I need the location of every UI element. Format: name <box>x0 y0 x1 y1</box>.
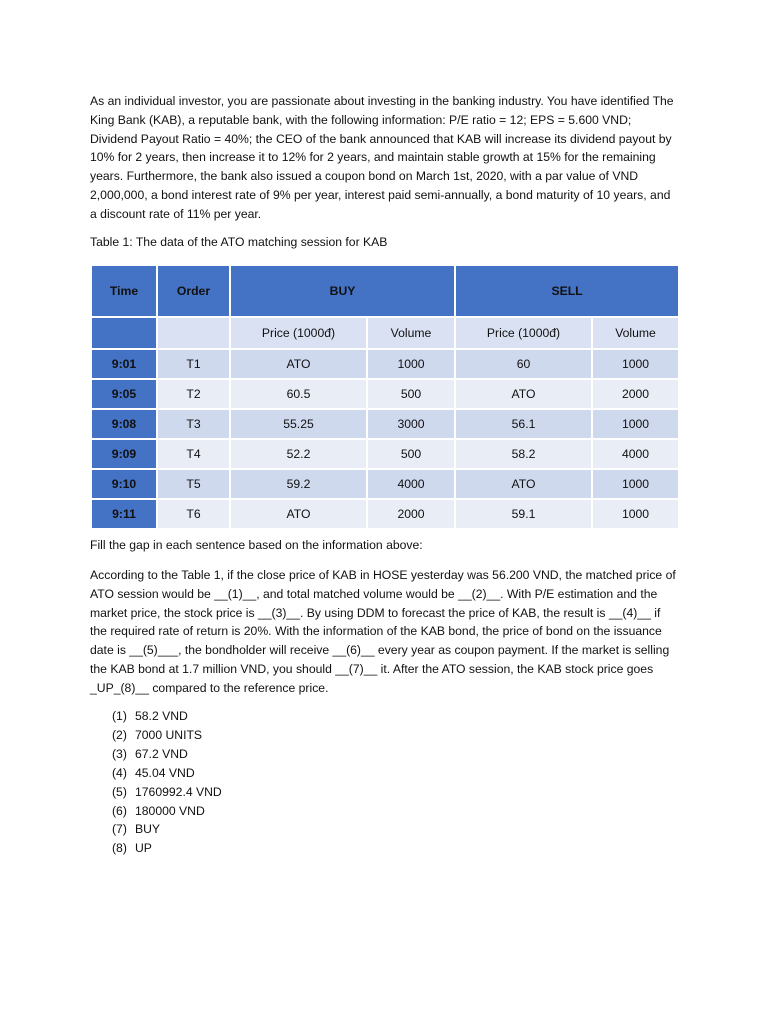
answer-number: (3) <box>112 746 127 761</box>
answer-text: 45.04 VND <box>135 765 195 780</box>
answer-text: 7000 UNITS <box>135 727 203 742</box>
cell-time: 9:01 <box>91 349 157 379</box>
cell-sell-volume: 1000 <box>592 409 679 439</box>
table-header-row <box>91 265 679 317</box>
answer-number: (5) <box>112 784 127 799</box>
cell-time: 9:05 <box>91 379 157 409</box>
cell-buy-price: 59.2 <box>230 469 367 499</box>
cell-sell-volume: 1000 <box>592 349 679 379</box>
answer-text: UP <box>135 841 152 856</box>
cell-buy-price: 55.25 <box>230 409 367 439</box>
list-item <box>112 726 222 745</box>
subheader-empty-time <box>91 317 157 349</box>
list-item <box>112 802 222 821</box>
table-row <box>91 349 679 379</box>
table-row <box>91 409 679 439</box>
subheader-sell-price: Price (1000đ) <box>455 317 592 349</box>
answer-text: 1760992.4 VND <box>135 784 222 799</box>
answer-list <box>112 707 222 858</box>
cell-order: T4 <box>157 439 230 469</box>
cell-sell-volume: 2000 <box>592 379 679 409</box>
cell-buy-price: ATO <box>230 499 367 529</box>
question-paragraph: According to the Table 1, if the close price of KAB in HOSE yesterday was 56.200 VND, the matched price of ATO session would be __(1)__, and total matched volume would be __(2)__. With P/E estimation and the market price, the stock price is __(3)__. By using DDM to forecast the price of KAB, the result is __(4)__ if the required rate of return is 20%. With the information of the KAB bond, the price of bond on the issuance date is __(5)___, the bondholder will receive __(6)__ every year as coupon payment. If the market is selling the KAB bond at 1.7 million VND, you should __(7)__ it. After the ATO session, the KAB stock price goes _UP_(8)__ compared to the reference price. <box>90 568 676 695</box>
table-row <box>91 439 679 469</box>
cell-order: T1 <box>157 349 230 379</box>
list-item <box>112 820 222 839</box>
cell-sell-volume: 4000 <box>592 439 679 469</box>
list-item <box>112 839 222 858</box>
header-order: Order <box>157 265 230 317</box>
list-item <box>112 783 222 802</box>
list-item <box>112 764 222 783</box>
table-caption: Table 1: The data of the ATO matching session for KAB <box>90 235 388 249</box>
subheader-sell-volume: Volume <box>592 317 679 349</box>
answer-number: (4) <box>112 765 127 780</box>
table-row <box>91 379 679 409</box>
answer-number: (2) <box>112 727 127 742</box>
cell-order: T5 <box>157 469 230 499</box>
cell-sell-price: ATO <box>455 469 592 499</box>
list-item <box>112 707 222 726</box>
list-item <box>112 745 222 764</box>
cell-buy-volume: 3000 <box>367 409 455 439</box>
cell-buy-price: ATO <box>230 349 367 379</box>
subheader-buy-price: Price (1000đ) <box>230 317 367 349</box>
cell-buy-price: 60.5 <box>230 379 367 409</box>
table-row <box>91 469 679 499</box>
header-time: Time <box>91 265 157 317</box>
cell-time: 9:11 <box>91 499 157 529</box>
table-subheader-row <box>91 317 679 349</box>
subheader-empty-order <box>157 317 230 349</box>
table-row <box>91 499 679 529</box>
answer-text: 58.2 VND <box>135 709 188 723</box>
cell-sell-price: 56.1 <box>455 409 592 439</box>
cell-buy-volume: 2000 <box>367 499 455 529</box>
header-buy: BUY <box>230 265 455 317</box>
cell-sell-volume: 1000 <box>592 469 679 499</box>
cell-sell-volume: 1000 <box>592 499 679 529</box>
answer-text: 180000 VND <box>135 803 205 818</box>
cell-buy-price: 52.2 <box>230 439 367 469</box>
ato-session-table <box>90 264 680 530</box>
subheader-buy-volume: Volume <box>367 317 455 349</box>
cell-buy-volume: 1000 <box>367 349 455 379</box>
cell-time: 9:09 <box>91 439 157 469</box>
cell-time: 9:10 <box>91 469 157 499</box>
answer-number: (1) <box>112 709 127 723</box>
cell-order: T2 <box>157 379 230 409</box>
cell-sell-price: 58.2 <box>455 439 592 469</box>
intro-paragraph: As an individual investor, you are passionate about investing in the banking industry. You have identified The King Bank (KAB), a reputable bank, with the following information: P/E ratio = 12; EPS = 5.600 VND; Dividend Payout Ratio = 40%; the CEO of the bank announced that KAB will increase its dividend payout by 10% for 2 years, then increase it to 12% for 2 years, and maintain stable growth at 15% for the remaining years. Furthermore, the bank also issued a coupon bond on March 1st, 2020, with a par value of VND 2,000,000, a bond interest rate of 9% per year, interest paid semi-annually, a bond maturity of 10 years, and a discount rate of 11% per year. <box>90 94 674 221</box>
cell-order: T3 <box>157 409 230 439</box>
cell-time: 9:08 <box>91 409 157 439</box>
answer-number: (7) <box>112 822 127 837</box>
answer-number: (6) <box>112 803 127 818</box>
answer-text: 67.2 VND <box>135 746 188 761</box>
fill-gap-heading: Fill the gap in each sentence based on the information above: <box>90 538 423 552</box>
header-sell: SELL <box>455 265 679 317</box>
answer-number: (8) <box>112 841 127 856</box>
cell-buy-volume: 4000 <box>367 469 455 499</box>
cell-sell-price: 60 <box>455 349 592 379</box>
answer-text: BUY <box>135 822 161 837</box>
cell-order: T6 <box>157 499 230 529</box>
cell-sell-price: ATO <box>455 379 592 409</box>
cell-buy-volume: 500 <box>367 439 455 469</box>
cell-sell-price: 59.1 <box>455 499 592 529</box>
cell-buy-volume: 500 <box>367 379 455 409</box>
